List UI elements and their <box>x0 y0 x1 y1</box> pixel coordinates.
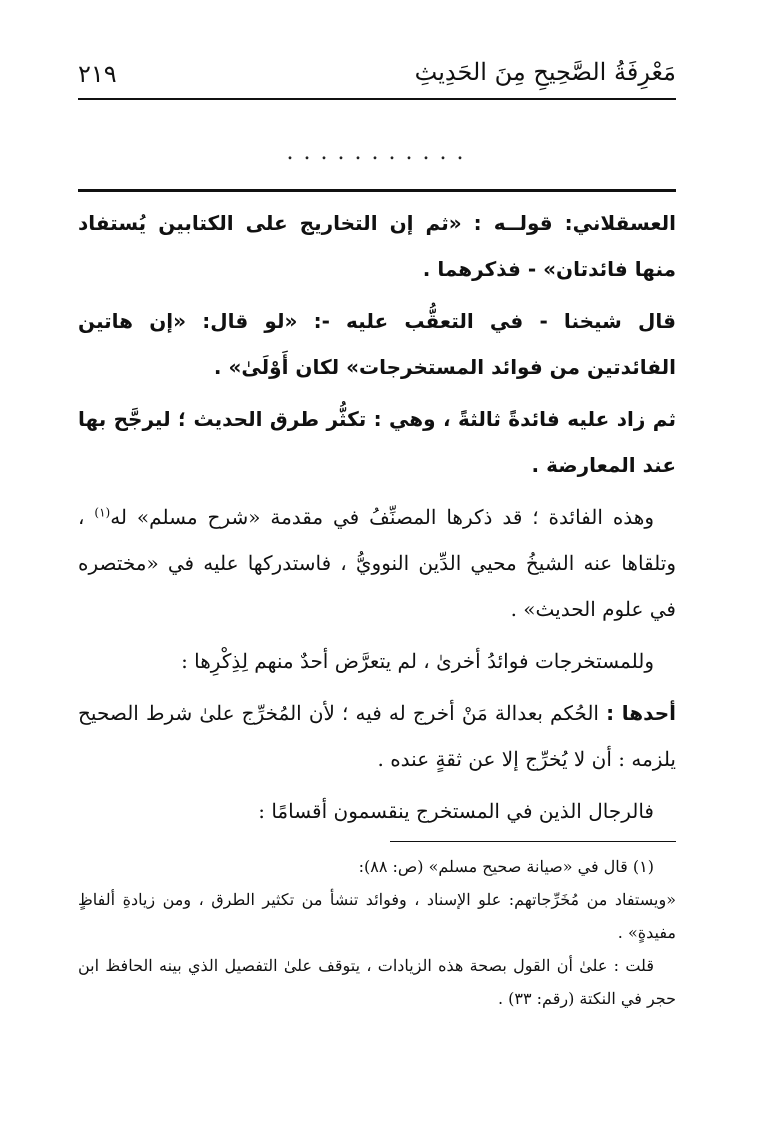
header-rule <box>78 98 676 100</box>
main-text <box>78 200 676 840</box>
paragraph-1-lead: العسقلاني: قولــه <box>493 211 676 235</box>
footnote-1-quote: «ويستفاد من مُخَرِّجاتهم: علو الإسناد ، وفوائد تنشأ من تكثير الطرق ، ومن زيادةِ ألفاظٍ مفيدةٍ» . <box>78 890 676 942</box>
paragraph-2: قال شيخنا - في التعقُّب عليه -: «لو قال: «إن هاتين الفائدتين من فوائد المستخرجات» لكان أَوْلَىٰ» . <box>78 309 676 379</box>
paragraph-6-text: الحُكم بعدالة مَنْ أخرج له فيه ؛ لأن المُخرِّج علىٰ شرط الصحيح يلزمه : أن لا يُخرِّج إلا عن ثقةٍ عنده . <box>78 701 676 771</box>
paragraph-6-lead: أحدها : <box>606 701 676 725</box>
footnote-1-heading: (١) قال في «صيانة صحيح مسلم» (ص: ٨٨): <box>358 857 654 876</box>
section-rule <box>78 189 676 192</box>
paragraph-4 <box>78 494 676 632</box>
omission-dots: ........... <box>286 140 474 165</box>
paragraph-1 <box>78 200 676 292</box>
page-number: ٢١٩ <box>78 60 117 88</box>
running-title: مَعْرِفَةُ الصَّحِيحِ مِنَ الحَدِيثِ <box>414 58 676 86</box>
paragraph-5: وللمستخرجات فوائدُ أخرىٰ ، لم يتعرَّض أحدٌ منهم لِذِكْرِها : <box>181 649 654 673</box>
footnotes <box>78 850 676 1015</box>
running-header <box>78 54 676 98</box>
footnote-rule <box>390 841 676 842</box>
footnote-ref-1: (١) <box>94 505 111 520</box>
footnote-1-note: قلت : علىٰ أن القول بصحة هذه الزيادات ، يتوقف علىٰ التفصيل الذي بينه الحافظ ابن حجر في النكتة (رقم: ٣٣) . <box>78 956 676 1008</box>
paragraph-3: ثم زاد عليه فائدةً ثالثةً ، وهي : تكثُّر طرق الحديث ؛ ليرجَّح بها عند المعارضة . <box>78 407 676 477</box>
paragraph-6 <box>78 690 676 782</box>
paragraph-4-text-b: ، وتلقاها عنه الشيخُ محيي الدِّين النوويُّ ، فاستدركها عليه في «مختصره في علوم الحديث» . <box>78 505 676 621</box>
paragraph-1-text: : «ثم إن التخاريج على الكتابين يُستفاد منها فائدتان» - فذكرهما . <box>78 211 676 281</box>
paragraph-7: فالرجال الذين في المستخرج ينقسمون أقسامًا : <box>258 799 654 823</box>
paragraph-4-text-a: وهذه الفائدة ؛ قد ذكرها المصنِّفُ في مقدمة «شرح مسلم» له <box>110 505 655 529</box>
